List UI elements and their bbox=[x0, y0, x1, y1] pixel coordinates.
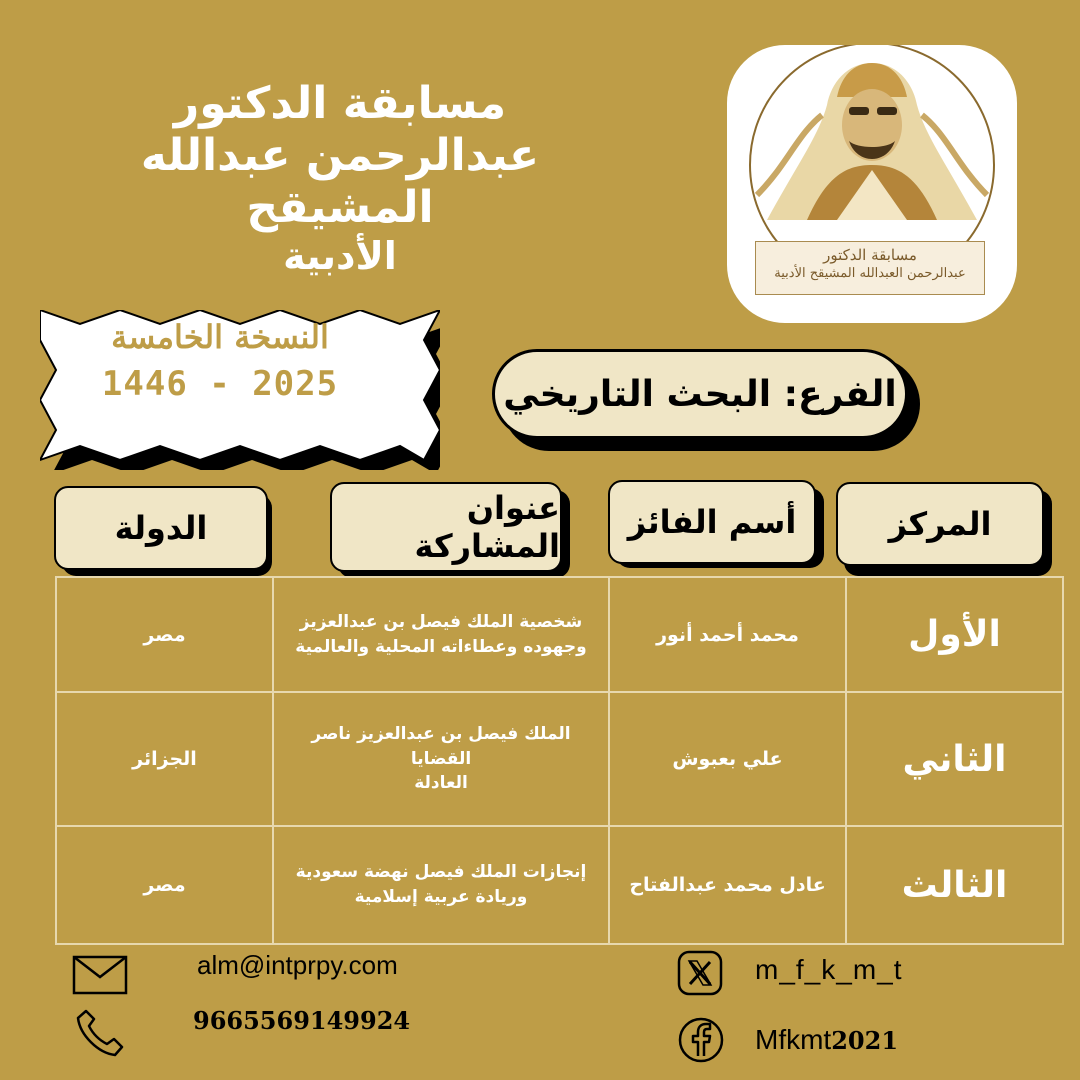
edition-years: 1446 - 2025 bbox=[101, 364, 339, 404]
title-cell-line-1: إنجازات الملك فيصل نهضة سعودية bbox=[295, 862, 587, 883]
title-cell-line-2: العادلة bbox=[414, 773, 468, 794]
title-cell bbox=[273, 826, 609, 944]
edition-label: النسخة الخامسة bbox=[111, 318, 329, 356]
country-cell: الجزائر bbox=[56, 692, 273, 826]
facebook-handle-suffix: 2021 bbox=[831, 1026, 899, 1055]
title-cell-line-2: وجهوده وعطاءاته المحلية والعالمية bbox=[295, 636, 587, 657]
results-table bbox=[55, 576, 1064, 945]
title-line-3: الأدبية bbox=[283, 233, 397, 278]
title-cell-line-1: شخصية الملك فيصل بن عبدالعزيز bbox=[299, 611, 583, 632]
rank-cell: الثالث bbox=[846, 826, 1063, 944]
title-line-1: مسابقة الدكتور bbox=[173, 78, 507, 129]
facebook-handle[interactable] bbox=[755, 1024, 898, 1056]
competition-logo bbox=[727, 45, 1017, 323]
envelope-icon bbox=[72, 955, 128, 995]
title-cell-line-1: الملك فيصل بن عبدالعزيز ناصر القضايا bbox=[311, 724, 571, 769]
winner-cell: عادل محمد عبدالفتاح bbox=[609, 826, 846, 944]
phone-icon bbox=[72, 1005, 128, 1061]
competition-title bbox=[60, 78, 620, 279]
header-rank: المركز bbox=[836, 482, 1044, 566]
rank-cell: الأول bbox=[846, 577, 1063, 692]
email-link[interactable]: alm@intprpy.com bbox=[197, 950, 398, 980]
title-cell bbox=[273, 577, 609, 692]
header-title: عنوان المشاركة bbox=[330, 482, 562, 572]
logo-caption bbox=[755, 241, 985, 295]
winner-cell: محمد أحمد أنور bbox=[609, 577, 846, 692]
edition-text bbox=[40, 318, 400, 404]
x-handle[interactable]: m_f_k_m_t bbox=[755, 954, 903, 985]
logo-caption-line-1: مسابقة الدكتور bbox=[823, 246, 917, 264]
phone-number[interactable]: 9665569149924 bbox=[193, 1006, 411, 1035]
x-logo-icon bbox=[677, 950, 723, 996]
country-cell: مصر bbox=[56, 577, 273, 692]
title-line-2: عبدالرحمن عبدالله المشيقح bbox=[140, 129, 540, 233]
facebook-handle-prefix: Mfkmt bbox=[755, 1024, 832, 1055]
title-cell-line-2: وريادة عربية إسلامية bbox=[354, 887, 528, 907]
header-winner: أسم الفائز bbox=[608, 480, 816, 564]
logo-caption-line-2: عبدالرحمن العبدالله المشيقح الأدبية bbox=[774, 266, 966, 281]
title-cell bbox=[273, 692, 609, 826]
winner-cell: علي بعبوش bbox=[609, 692, 846, 826]
facebook-icon bbox=[677, 1016, 725, 1064]
rank-cell: الثاني bbox=[846, 692, 1063, 826]
header-country: الدولة bbox=[54, 486, 268, 570]
table-row bbox=[56, 692, 1063, 826]
country-cell: مصر bbox=[56, 826, 273, 944]
table-row bbox=[56, 577, 1063, 692]
branch-pill: الفرع: البحث التاريخي bbox=[492, 349, 908, 439]
table-row bbox=[56, 826, 1063, 944]
